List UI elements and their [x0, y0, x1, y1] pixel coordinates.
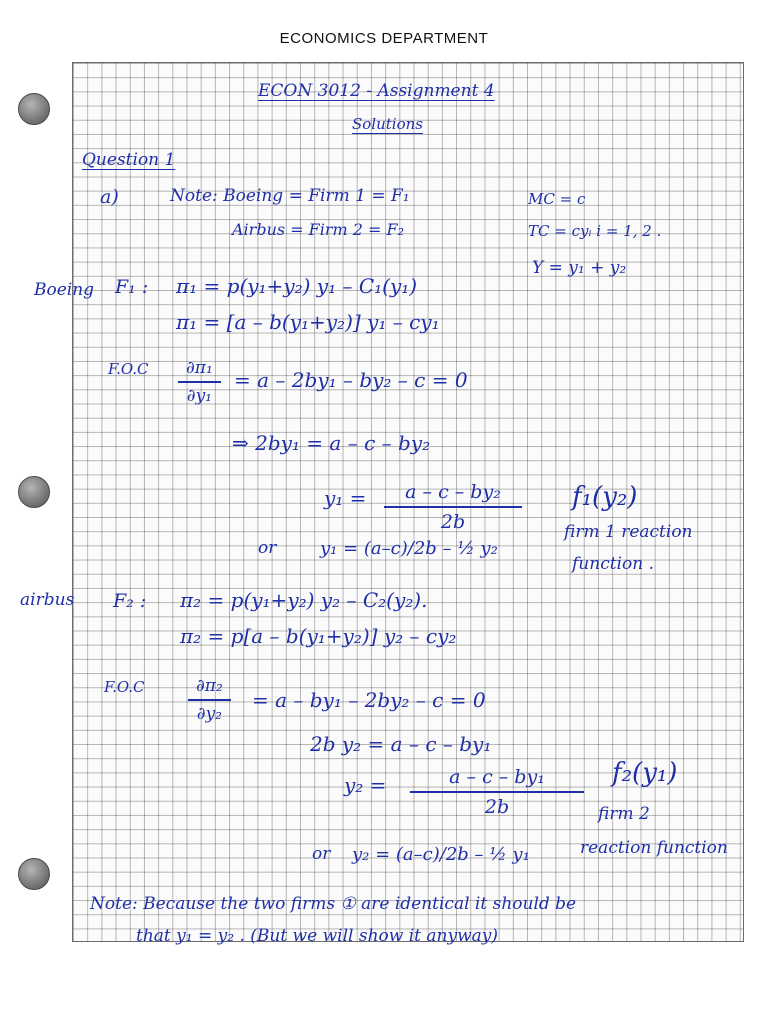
- airbus-derivative-den: ∂y₂: [196, 704, 222, 724]
- boeing-derivative-den: ∂y₁: [186, 386, 212, 406]
- binder-hole-middle: [18, 476, 50, 508]
- binder-hole-top: [18, 93, 50, 125]
- airbus-step2-lhs: y₂ =: [344, 773, 387, 797]
- boeing-step3: y₁ = (a–c)/2b – ½ y₂: [320, 538, 498, 559]
- department-header: ECONOMICS DEPARTMENT: [279, 30, 489, 47]
- binder-hole-bottom: [18, 858, 50, 890]
- boeing-derivative: [178, 358, 221, 406]
- airbus-foc-label: F.O.C: [104, 678, 145, 696]
- boeing-profit-eq: π₁ = p(y₁+y₂) y₁ – C₁(y₁): [176, 274, 418, 298]
- airbus-or: or: [312, 844, 331, 864]
- airbus-profit-expanded: π₂ = p[a – b(y₁+y₂)] y₂ – cy₂: [180, 624, 457, 648]
- boeing-label: Boeing: [34, 280, 95, 300]
- part-a-label: a): [100, 186, 119, 208]
- boeing-foc-label: F.O.C: [108, 360, 149, 378]
- boeing-profit-expanded: π₁ = [a – b(y₁+y₂)] y₁ – cy₁: [176, 310, 440, 334]
- footer-note-line2: that y₁ = y₂ . (But we will show it anyway): [136, 926, 498, 946]
- airbus-step2-num: a – c – by₁: [410, 766, 584, 793]
- boeing-or: or: [258, 538, 277, 558]
- boeing-step2-lhs: y₁ =: [324, 486, 367, 510]
- airbus-foc-eq: = a – by₁ – 2by₂ – c = 0: [252, 688, 486, 712]
- firm1-reaction-desc1: firm 1 reaction: [564, 522, 693, 542]
- airbus-step1: 2b y₂ = a – c – by₁: [310, 732, 492, 756]
- boeing-step2-den: 2b: [440, 511, 466, 533]
- airbus-step2-den: 2b: [484, 796, 510, 818]
- boeing-step2-fraction: [384, 481, 522, 533]
- airbus-derivative: [188, 676, 231, 724]
- airbus-profit-eq: π₂ = p(y₁+y₂) y₂ – C₂(y₂).: [180, 588, 428, 612]
- firm2-reaction-desc2: reaction function: [580, 838, 728, 858]
- firm1-reaction-desc2: function .: [572, 554, 654, 574]
- question-label: Question 1: [82, 150, 176, 170]
- solutions-title: Solutions: [352, 115, 423, 133]
- marginal-cost: MC = c: [528, 190, 586, 208]
- firm1-reaction-function: f₁(y₂): [572, 482, 638, 512]
- footer-note-line1: Note: Because the two firms ① are identical it should be: [90, 894, 577, 914]
- boeing-derivative-num: ∂π₁: [178, 358, 221, 383]
- airbus-derivative-num: ∂π₂: [188, 676, 231, 701]
- airbus-firm-label: F₂ :: [113, 590, 147, 612]
- airbus-step3: y₂ = (a–c)/2b – ½ y₁: [352, 844, 530, 865]
- note-line-airbus: Airbus = Firm 2 = F₂: [232, 220, 405, 239]
- firm2-reaction-function: f₂(y₁): [612, 758, 678, 788]
- total-cost: TC = cyᵢ i = 1, 2 .: [528, 222, 662, 240]
- boeing-step1: ⇒ 2by₁ = a – c – by₂: [232, 431, 431, 455]
- airbus-step2-fraction: [410, 766, 584, 818]
- assignment-title: ECON 3012 - Assignment 4: [258, 81, 495, 101]
- note-line-boeing: Note: Boeing = Firm 1 = F₁: [170, 186, 410, 206]
- total-output: Y = y₁ + y₂: [532, 258, 627, 278]
- firm2-reaction-desc1: firm 2: [598, 804, 650, 824]
- boeing-foc-eq: = a – 2by₁ – by₂ – c = 0: [234, 368, 468, 392]
- boeing-firm-label: F₁ :: [115, 276, 149, 298]
- boeing-step2-num: a – c – by₂: [384, 481, 522, 508]
- airbus-label: airbus: [20, 590, 75, 610]
